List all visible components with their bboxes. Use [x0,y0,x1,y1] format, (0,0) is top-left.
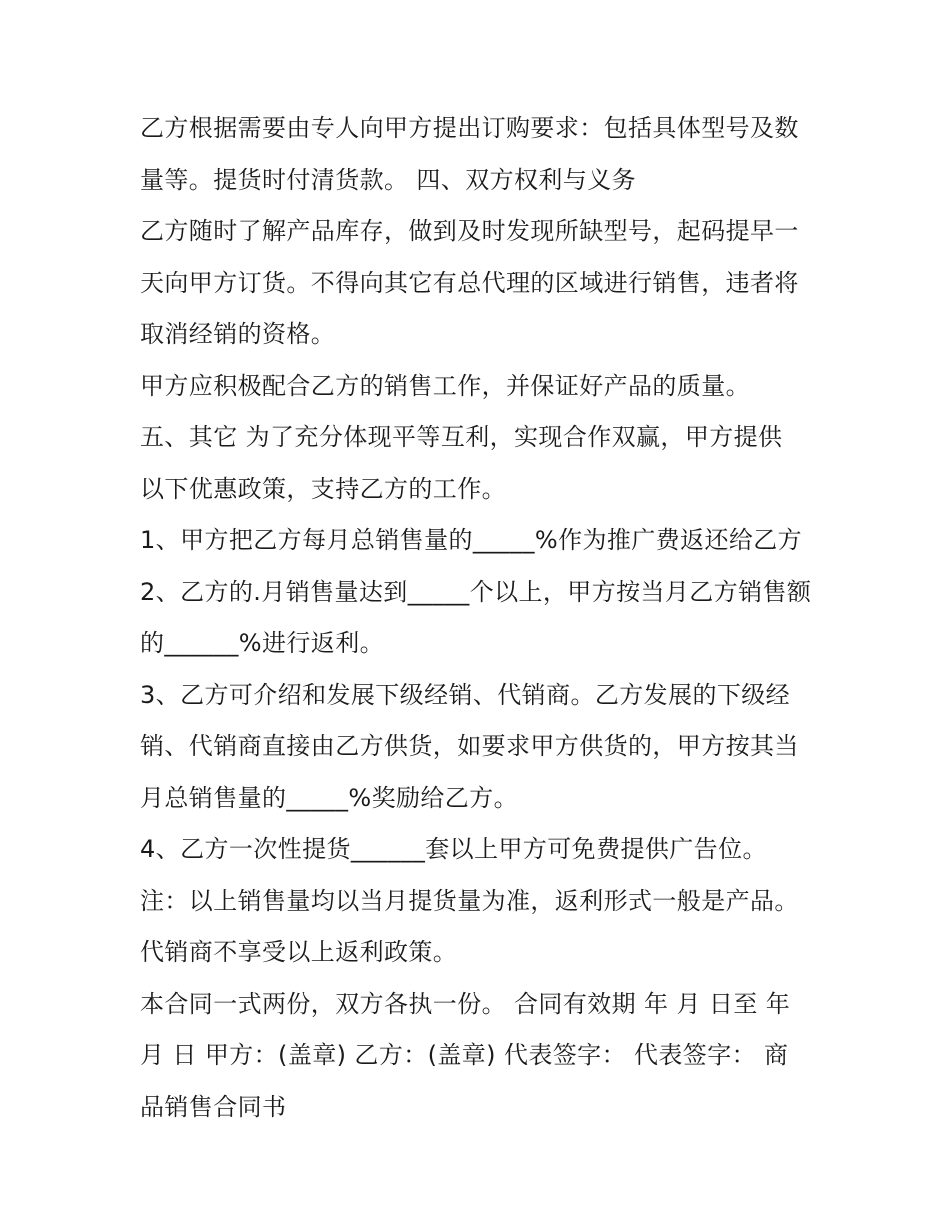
text-line: 月 日 甲方：(盖章) 乙方：(盖章) 代表签字： 代表签字： 商 [140,1041,789,1069]
text-line: 品销售合同书 [140,1092,287,1121]
text-line: 天向甲方订货。不得向其它有总代理的区域进行销售，违者将 [140,268,799,297]
text-line: 甲方应积极配合乙方的销售工作，并保证好产品的质量。 [140,371,750,400]
text-line: 五、其它 为了充分体现平等互利，实现合作双赢，甲方提供 [140,423,783,451]
text-line: 销、代销商直接由乙方供货，如要求甲方供货的，甲方按其当 [140,732,799,760]
text-line: 代销商不享受以上返利政策。 [140,938,458,966]
text-line: 乙方根据需要由专人向甲方提出订购要求：包括具体型号及数 [140,114,799,142]
document-body [140,103,820,1133]
text-line: 乙方随时了解产品库存，做到及时发现所缺型号，起码提早一 [140,217,799,245]
text-line: 1、甲方把乙方每月总销售量的_____%作为推广费返还给乙方 [140,526,803,554]
text-line: 本合同一式两份，双方各执一份。 合同有效期 年 月 日至 年 [140,989,791,1018]
text-line: 以下优惠政策，支持乙方的工作。 [140,474,506,503]
text-line: 4、乙方一次性提货______套以上甲方可免费提供广告位。 [140,835,767,863]
text-line: 的______%进行返利。 [140,629,385,657]
text-line: 注：以上销售量均以当月提货量为准，返利形式一般是产品。 [140,886,799,915]
text-line: 月总销售量的_____%奖励给乙方。 [140,783,519,812]
text-line: 3、乙方可介绍和发展下级经销、代销商。乙方发展的下级经 [140,680,791,709]
text-line: 取消经销的资格。 [140,320,336,348]
text-line: 2、乙方的.月销售量达到_____个以上，甲方按当月乙方销售额 [140,577,812,606]
text-line: 量等。提货时付清货款。 四、双方权利与义务 [140,165,637,194]
